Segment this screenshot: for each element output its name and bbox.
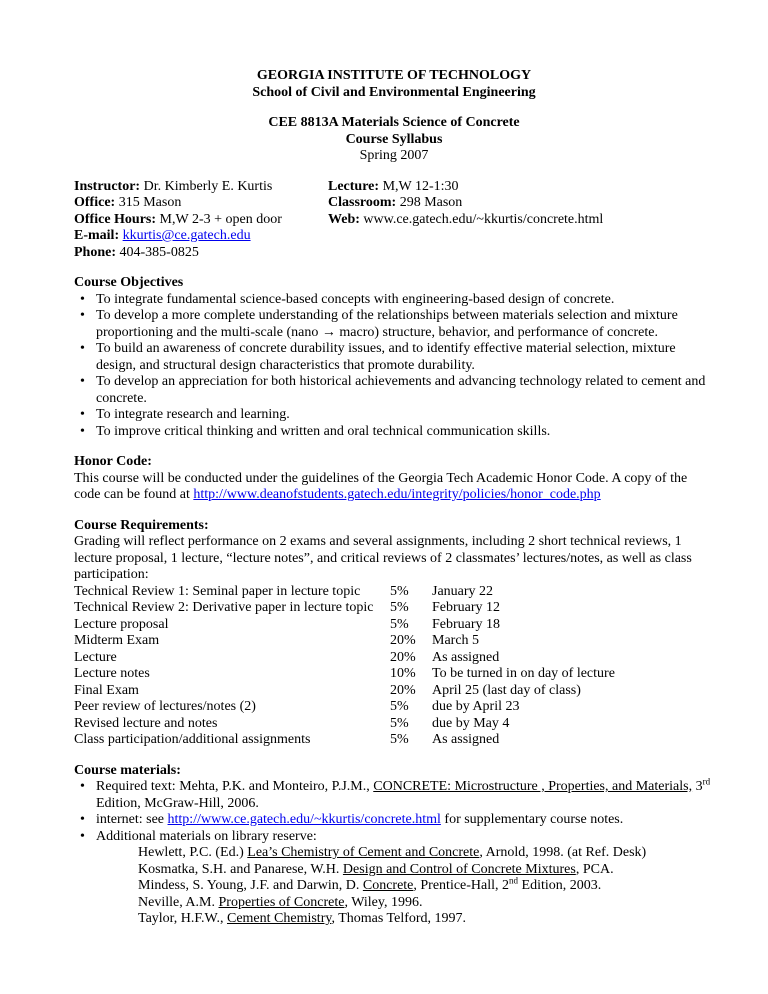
phone-label: Phone:	[74, 244, 116, 260]
classroom-value: 298 Mason	[396, 195, 463, 210]
grade-weight: 10%	[390, 666, 416, 681]
reference-entry: Neville, A.M. Properties of Concrete, Wiley, 1996.	[138, 894, 423, 910]
office-value: 315 Mason	[115, 195, 182, 210]
contact-info	[74, 179, 714, 262]
grade-weight: 20%	[390, 682, 416, 698]
reference-entry: Taylor, H.F.W., Cement Chemistry, Thomas Telford, 1997.	[138, 911, 467, 926]
internet-item: • internet: see http://www.ce.gatech.edu/~kkurtis/concrete.html for supplementary course notes.	[74, 812, 714, 829]
grading-table	[74, 584, 615, 749]
grade-weight: 20%	[390, 633, 416, 648]
grade-item: Technical Review 1: Seminal paper in lecture topic	[74, 583, 361, 599]
grade-weight: 5%	[390, 715, 409, 731]
grade-due: due by May 4	[432, 715, 510, 731]
grade-item: Midterm Exam	[74, 633, 160, 648]
objective-item: • To develop an appreciation for both historical achievements and advancing technology related to cement and concrete.	[74, 374, 714, 407]
grade-due: due by April 23	[432, 699, 520, 714]
course-web-link[interactable]: http://www.ce.gatech.edu/~kkurtis/concrete.html	[167, 812, 441, 827]
table-row	[74, 617, 615, 634]
lecture-label: Lecture:	[328, 178, 380, 194]
lecture-info	[328, 179, 714, 262]
office-hours-label: Office Hours:	[74, 211, 157, 227]
table-row	[74, 683, 615, 700]
instructor-info	[74, 179, 328, 262]
requirements-intro: Grading will reflect performance on 2 exams and several assignments, including 2 short technical reviews, 1 lecture proposal, 1 lecture, “lecture notes”, and critical reviews of 2 classmates’ lectures/notes, as well as class participation:	[74, 534, 692, 582]
reserve-label: • Additional materials on library reserve:	[96, 828, 317, 844]
grade-item: Lecture notes	[74, 666, 150, 681]
email-link[interactable]: kkurtis@ce.gatech.edu	[122, 228, 251, 243]
phone-value: 404-385-0825	[116, 244, 199, 260]
grade-item: Technical Review 2: Derivative paper in lecture topic	[74, 600, 374, 615]
lecture-value: M,W 12-1:30	[379, 178, 459, 194]
required-text-title: CONCRETE: Microstructure , Properties, and Materials,	[373, 779, 693, 794]
grade-due: April 25 (last day of class)	[432, 682, 581, 698]
grade-weight: 5%	[390, 583, 409, 599]
objective-item: • To improve critical thinking and written and oral technical communication skills.	[74, 424, 714, 441]
reference-entry: Mindess, S. Young, J.F. and Darwin, D. Concrete, Prentice-Hall, 2nd Edition, 2003.	[138, 875, 602, 893]
grade-due: February 12	[432, 600, 501, 615]
institution-title: GEORGIA INSTITUTE OF TECHNOLOGY	[256, 68, 532, 83]
reserve-item	[74, 829, 714, 928]
objective-item: • To integrate research and learning.	[74, 407, 714, 424]
classroom-label: Classroom:	[328, 195, 397, 210]
table-row	[74, 699, 615, 716]
honor-code-heading: Honor Code:	[74, 454, 152, 469]
objective-item: • To integrate fundamental science-based concepts with engineering-based design of concrete.	[74, 292, 714, 309]
grade-due: As assigned	[432, 649, 500, 665]
term: Spring 2007	[359, 148, 429, 163]
school-name: School of Civil and Environmental Engineering	[252, 84, 536, 100]
objectives-list	[74, 292, 714, 441]
honor-code-link[interactable]: http://www.deanofstudents.gatech.edu/integrity/policies/honor_code.php	[193, 487, 601, 502]
table-row	[74, 633, 615, 650]
materials-list	[74, 776, 714, 928]
reference-entry: Kosmatka, S.H. and Panarese, W.H. Design and Control of Concrete Mixtures, PCA.	[138, 861, 614, 877]
email-label: E-mail:	[74, 228, 120, 243]
honor-code-text: This course will be conducted under the guidelines of the Georgia Tech Academic Honor Code. A copy of the code can be found at http://www.deanofstudents.gatech.edu/integrity/policies/honor_code.php	[74, 470, 688, 502]
materials-heading: Course materials:	[74, 762, 181, 778]
grade-weight: 5%	[390, 600, 409, 615]
reference-entry: Hewlett, P.C. (Ed.) Lea’s Chemistry of Cement and Concrete, Arnold, 1998. (at Ref. Desk)	[138, 845, 647, 860]
web-label: Web:	[328, 211, 360, 227]
grade-due: February 18	[432, 616, 501, 632]
objective-item: • To develop a more complete understanding of the relationships between materials selection and mixture proportioning and the multi-scale (nano → macro) structure, behavior, and performance of concrete.	[74, 308, 714, 341]
grade-due: January 22	[432, 583, 494, 599]
required-text-item: • Required text: Mehta, P.K. and Monteiro, P.J.M., CONCRETE: Microstructure , Properties, and Materials, 3rd Edition, McGraw-Hill, 2006.	[74, 779, 714, 812]
grade-weight: 5%	[390, 616, 409, 632]
objective-item: • To build an awareness of concrete durability issues, and to identify effective material selection, mixture design, and structural design characteristics that promote durability.	[74, 341, 714, 374]
requirements-heading: Course Requirements:	[74, 517, 209, 533]
document-type: Course Syllabus	[345, 131, 443, 147]
instructor-value: Dr. Kimberly E. Kurtis	[140, 178, 273, 194]
grade-due: As assigned	[432, 732, 500, 747]
syllabus-page	[74, 68, 714, 928]
grade-weight: 20%	[390, 649, 416, 665]
office-hours-value: M,W 2-3 + open door	[156, 211, 282, 227]
web-value: www.ce.gatech.edu/~kkurtis/concrete.html	[359, 211, 604, 227]
table-row	[74, 716, 615, 733]
grade-item: Lecture	[74, 649, 117, 665]
table-row	[74, 666, 615, 683]
grade-item: Class participation/additional assignments	[74, 732, 311, 747]
table-row	[74, 650, 615, 667]
grade-due: March 5	[432, 633, 480, 648]
grade-item: Lecture proposal	[74, 616, 169, 632]
grade-item: Peer review of lectures/notes (2)	[74, 699, 256, 714]
grade-item: Final Exam	[74, 682, 139, 698]
objectives-heading: Course Objectives	[74, 275, 184, 290]
table-row	[74, 600, 615, 617]
table-row	[74, 732, 615, 749]
table-row	[74, 584, 615, 601]
course-title: CEE 8813A Materials Science of Concrete	[268, 115, 520, 130]
instructor-label: Instructor:	[74, 178, 141, 194]
grade-weight: 5%	[390, 732, 409, 747]
office-label: Office:	[74, 195, 116, 210]
grade-weight: 5%	[390, 699, 409, 714]
grade-item: Revised lecture and notes	[74, 715, 218, 731]
grade-due: To be turned in on day of lecture	[432, 666, 615, 681]
